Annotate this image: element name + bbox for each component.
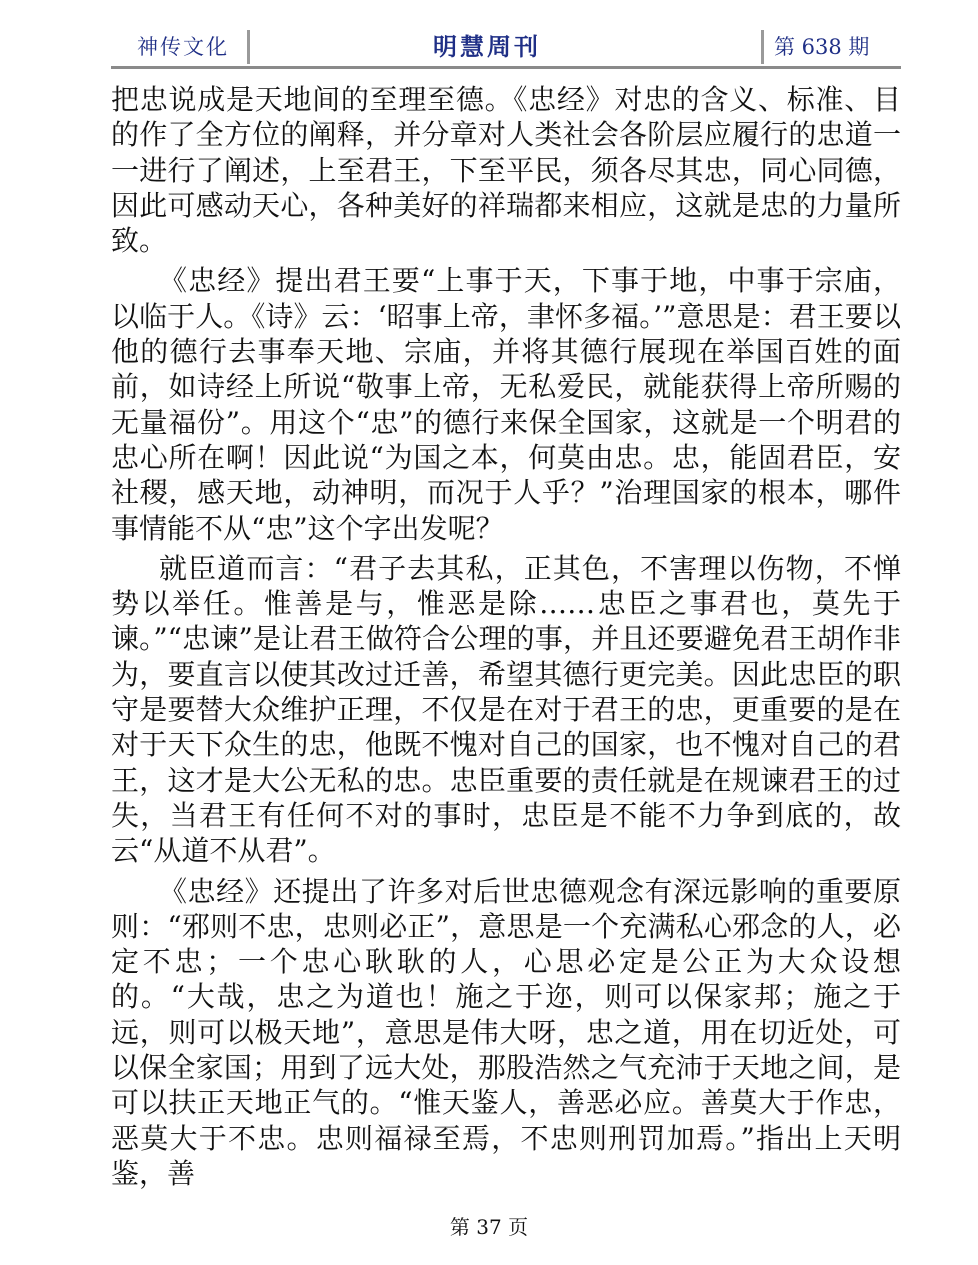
page-number: 第 37 页	[449, 1215, 529, 1239]
header-issue-number: 第 638 期	[774, 35, 870, 59]
header-section-label: 神传文化	[137, 35, 229, 59]
paragraph-1: 把忠说成是天地间的至理至德。《忠经》对忠的含义、标准、目的作了全方位的阐释，并分章对人类社会各阶层应履行的忠道一一进行了阐述，上至君王，下至平民，须各尽其忠，同心同德，因此可感动天心，各种美好的祥瑞都来相应，这就是忠的力量所致。	[111, 83, 901, 258]
article-body	[111, 82, 901, 1196]
header-divider-right	[761, 30, 764, 64]
header-publication-title: 明慧周刊	[433, 33, 541, 61]
page-header	[111, 26, 901, 68]
paragraph-2: 《忠经》提出君王要“上事于天，下事于地，中事于宗庙，以临于人。《诗》云：‘昭事上帝，聿怀多福。’”意思是：君王要以他的德行去事奉天地、宗庙，并将其德行展现在举国百姓的面前，如诗经上所说“敬事上帝，无私爱民，就能获得上帝所赐的无量福份”。用这个“忠”的德行来保全国家，这就是一个明君的忠心所在啊！因此说“为国之本，何莫由忠。忠，能固君臣，安社稷，感天地，动神明，而况于人乎？”治理国家的根本，哪件事情能不从“忠”这个字出发呢？	[111, 264, 901, 545]
paragraph-4: 《忠经》还提出了许多对后世忠德观念有深远影响的重要原则：“邪则不忠，忠则必正”，意思是一个充满私心邪念的人，必定不忠；一个忠心耿耿的人，心思必定是公正为大众设想的。“大哉，忠之为道也！施之于迩，则可以保家邦；施之于远，则可以极天地”，意思是伟大呀，忠之道，用在切近处，可以保全家国；用到了远大处，那股浩然之气充沛于天地之间，是可以扶正天地正气的。“惟天鉴人，善恶必应。善莫大于作忠，恶莫大于不忠。忠则福禄至焉，不忠则刑罚加焉。”指出上天明鉴，善	[111, 874, 901, 1190]
header-divider-left	[247, 30, 250, 64]
header-rule	[111, 66, 901, 69]
paragraph-3: 就臣道而言：“君子去其私，正其色，不害理以伤物，不惮势以举任。惟善是与，惟恶是除……忠臣之事君也，莫先于谏。”“忠谏”是让君王做符合公理的事，并且还要避免君王胡作非为，要直言以使其改过迁善，希望其德行更完美。因此忠臣的职守是要替大众维护正理，不仅是在对于君王的忠，更重要的是在对于天下众生的忠，他既不愧对自己的国家，也不愧对自己的君王，这才是大公无私的忠。忠臣重要的责任就是在规谏君王的过失，当君王有任何不对的事时，忠臣是不能不力争到底的，故云“从道不从君”。	[111, 551, 901, 868]
